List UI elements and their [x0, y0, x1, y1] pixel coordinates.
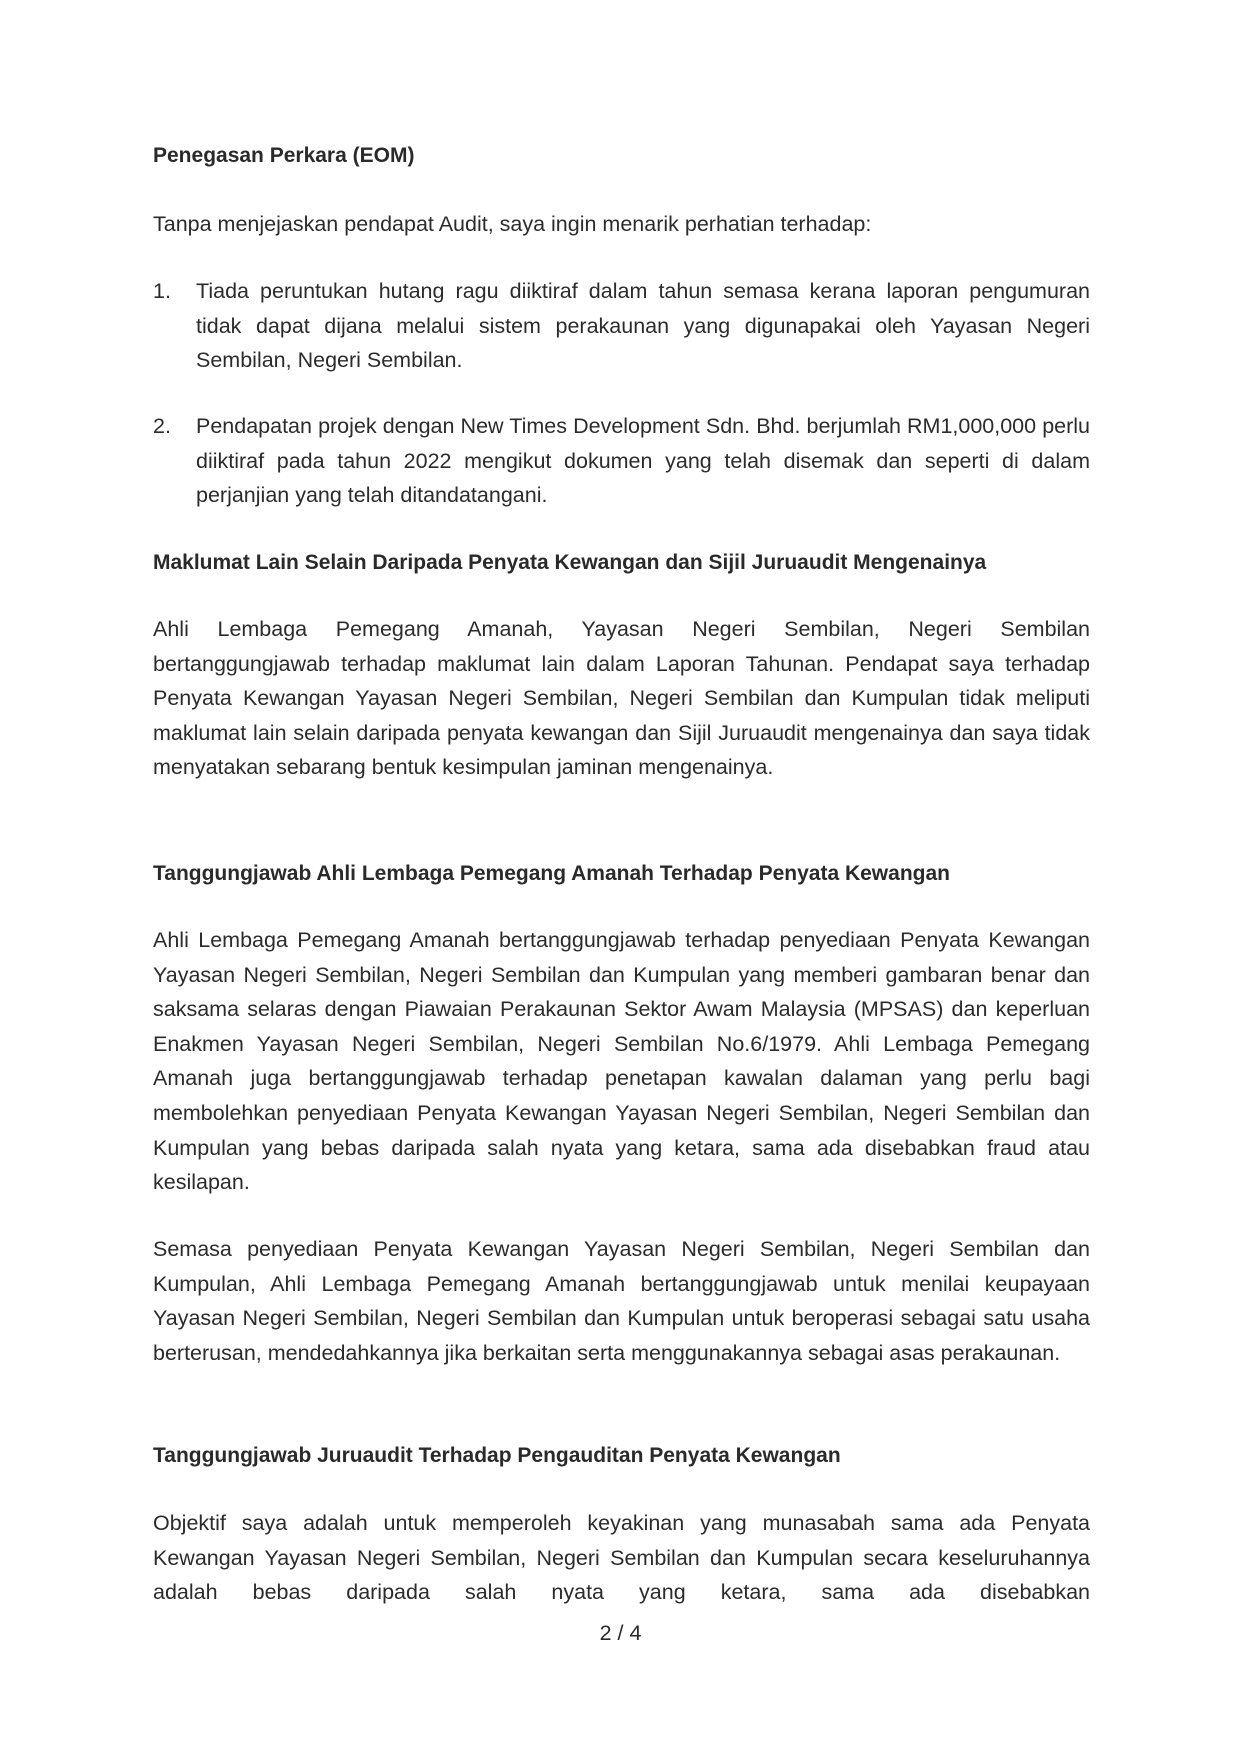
heading-board-responsibility: Tanggungjawab Ahli Lembaga Pemegang Amanah Terhadap Penyata Kewangan	[153, 862, 950, 885]
page-number: 2 / 4	[599, 1621, 642, 1645]
heading-other-information: Maklumat Lain Selain Daripada Penyata Kewangan dan Sijil Juruaudit Mengenainya	[153, 551, 987, 574]
list-item-number: 2.	[153, 414, 171, 438]
list-item-text: Pendapatan projek dengan New Times Development Sdn. Bhd. berjumlah RM1,000,000 perlu diiktiraf pada tahun 2022 mengikut dokumen yang telah disemak dan seperti di dalam perjanjian yang telah ditandatangani.	[196, 414, 1090, 508]
board-responsibility-paragraph-2: Semasa penyediaan Penyata Kewangan Yayasan Negeri Sembilan, Negeri Sembilan dan Kumpulan, Ahli Lembaga Pemegang Amanah bertanggungjawab untuk menilai keupayaan Yayasan Negeri Sembilan, Negeri Sembilan dan Kumpulan untuk beroperasi sebagai satu usaha berterusan, mendedahkannya jika berkaitan serta menggunakannya sebagai asas perakaunan.	[153, 1237, 1090, 1365]
heading-emphasis-of-matter: Penegasan Perkara (EOM)	[153, 144, 415, 167]
board-responsibility-paragraph-1: Ahli Lembaga Pemegang Amanah bertanggungjawab terhadap penyediaan Penyata Kewangan Yayasan Negeri Sembilan, Negeri Sembilan dan Kumpulan yang memberi gambaran benar dan saksama selaras dengan Piawaian Perakaunan Sektor Awam Malaysia (MPSAS) dan keperluan Enakmen Yayasan Negeri Sembilan, Negeri Sembilan No.6/1979. Ahli Lembaga Pemegang Amanah juga bertanggungjawab terhadap penetapan kawalan dalaman yang perlu bagi membolehkan penyediaan Penyata Kewangan Yayasan Negeri Sembilan, Negeri Sembilan dan Kumpulan yang bebas daripada salah nyata yang ketara, sama ada disebabkan fraud atau kesilapan.	[153, 928, 1090, 1195]
other-information-paragraph: Ahli Lembaga Pemegang Amanah, Yayasan Negeri Sembilan, Negeri Sembilan bertanggungjawab terhadap maklumat lain dalam Laporan Tahunan. Pendapat saya terhadap Penyata Kewangan Yayasan Negeri Sembilan, Negeri Sembilan dan Kumpulan tidak meliputi maklumat lain selain daripada penyata kewangan dan Sijil Juruaudit mengenainya dan saya tidak menyatakan sebarang bentuk kesimpulan jaminan mengenainya.	[153, 617, 1090, 780]
list-item-text: Tiada peruntukan hutang ragu diiktiraf dalam tahun semasa kerana laporan pengumuran tidak dapat dijana melalui sistem perakaunan yang digunapakai oleh Yayasan Negeri Sembilan, Negeri Sembilan.	[196, 279, 1090, 373]
eom-intro-paragraph: Tanpa menjejaskan pendapat Audit, saya ingin menarik perhatian terhadap:	[153, 212, 872, 236]
auditor-responsibility-paragraph: Objektif saya adalah untuk memperoleh keyakinan yang munasabah sama ada Penyata Kewangan Yayasan Negeri Sembilan, Negeri Sembilan dan Kumpulan secara keseluruhannya adalah bebas daripada salah nyata yang ketara, sama ada disebabkan	[153, 1511, 1090, 1605]
list-item-number: 1.	[153, 279, 171, 303]
heading-auditor-responsibility: Tanggungjawab Juruaudit Terhadap Pengauditan Penyata Kewangan	[153, 1444, 841, 1467]
